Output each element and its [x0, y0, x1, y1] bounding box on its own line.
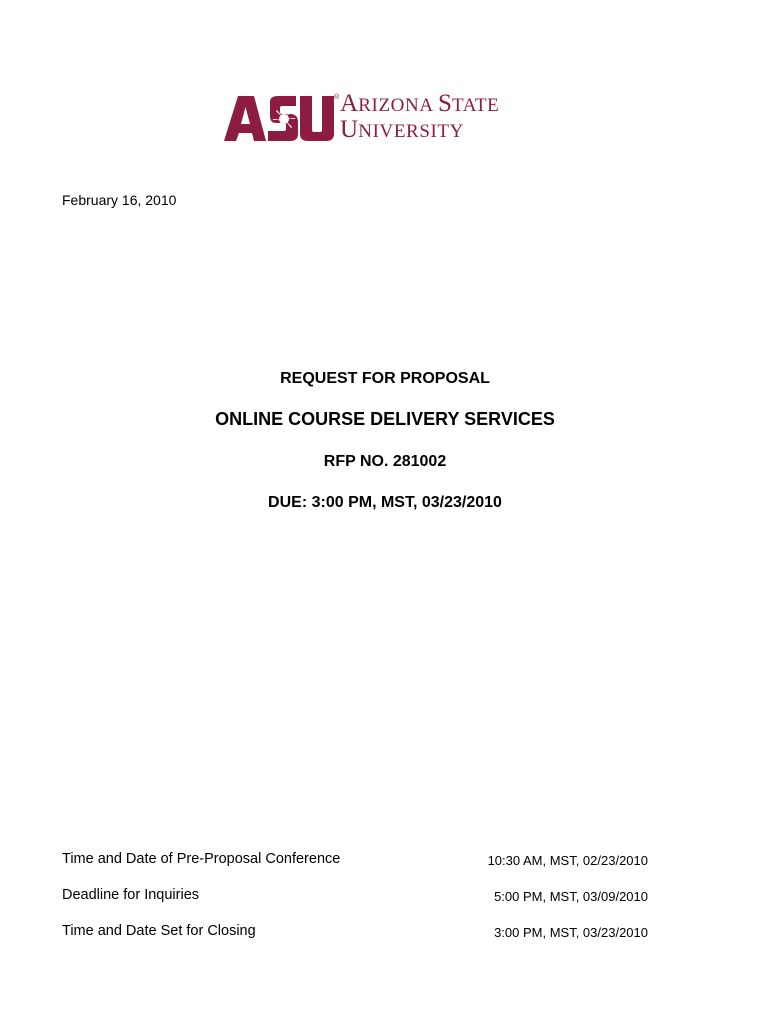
rfp-heading: REQUEST FOR PROPOSAL	[280, 370, 490, 387]
rfp-number: RFP NO. 281002	[323, 453, 447, 470]
logo-line-arizona-state: ARIZONA STATE	[340, 90, 500, 117]
document-date: February 16, 2010	[62, 192, 177, 208]
schedule-value: 3:00 PM, MST, 03/23/2010	[494, 925, 648, 940]
schedule-value: 10:30 AM, MST, 02/23/2010	[487, 853, 648, 868]
logo-line-university: UNIVERSITY	[340, 116, 464, 143]
schedule-row	[62, 887, 648, 923]
schedule-label: Deadline for Inquiries	[62, 887, 200, 903]
schedule-value: 5:00 PM, MST, 03/09/2010	[494, 889, 648, 904]
schedule-table	[62, 851, 648, 959]
schedule-label: Time and Date of Pre-Proposal Conference	[62, 851, 341, 867]
schedule-row	[62, 851, 648, 887]
rfp-due-date: DUE: 3:00 PM, MST, 03/23/2010	[268, 494, 502, 511]
registered-mark: ®	[334, 94, 340, 101]
schedule-row	[62, 923, 648, 959]
asu-logo	[224, 92, 524, 144]
schedule-label: Time and Date Set for Closing	[62, 923, 256, 939]
asu-sunburst-logo-mark	[224, 94, 336, 142]
logo-wordmark	[340, 92, 499, 144]
rfp-title: ONLINE COURSE DELIVERY SERVICES	[215, 409, 555, 429]
